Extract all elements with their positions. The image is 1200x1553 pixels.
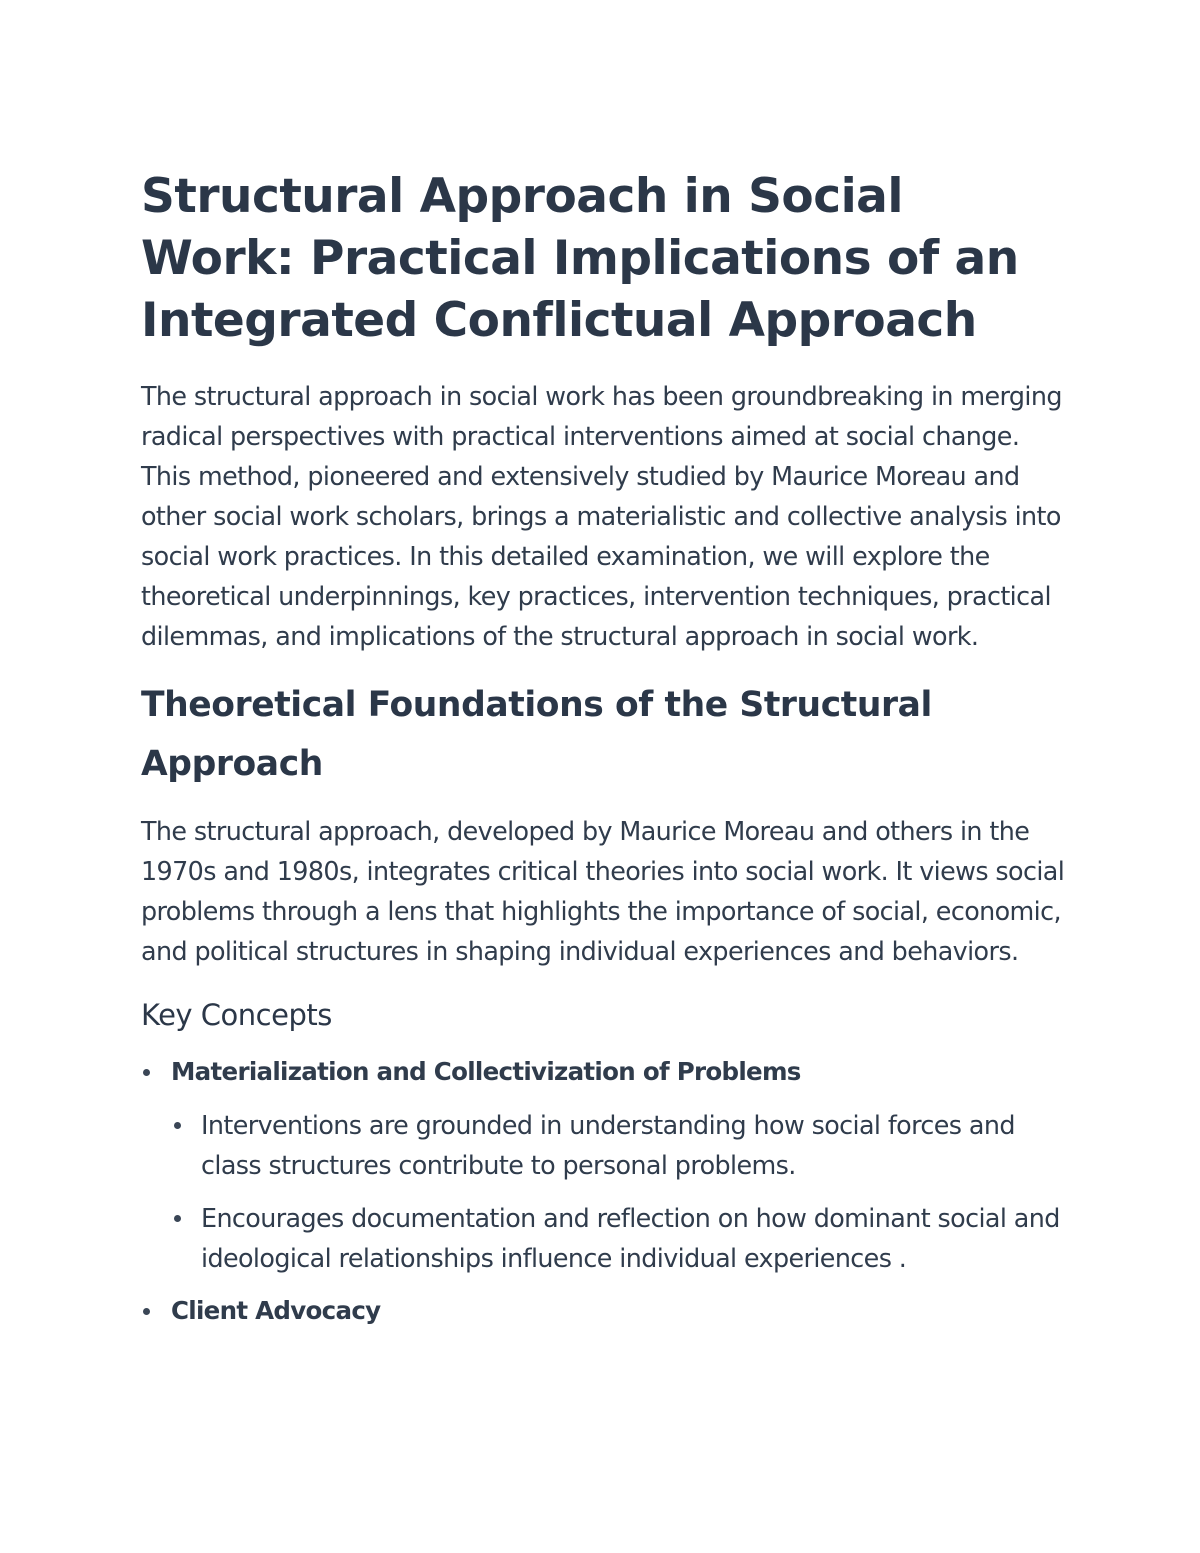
- subheading-key-concepts: Key Concepts: [141, 998, 332, 1032]
- list-item: [141, 1291, 1071, 1331]
- list-item: [141, 1052, 1071, 1278]
- sub-list-item: [171, 1105, 1071, 1185]
- document-title: Structural Approach in Social Work: Practical Implications of an Integrated Conflictual Approach: [141, 169, 1019, 348]
- list-item-label: Materialization and Collectivization of Problems: [171, 1057, 801, 1086]
- bullet-icon: [143, 1069, 150, 1076]
- bullet-icon: [143, 1308, 150, 1315]
- key-concepts-list: [141, 1052, 1071, 1331]
- sub-list-item-text: Encourages documentation and reflection on how dominant social and ideological relationships influence individual experiences .: [201, 1203, 1060, 1273]
- bullet-icon: [174, 1215, 181, 1222]
- intro-paragraph: The structural approach in social work has been groundbreaking in merging radical perspectives with practical interventions aimed at social change. This method, pioneered and extensively studied by Maurice Moreau and other social work scholars, brings a materialistic and collective analysis into social work practices. In this detailed examination, we will explore the theoretical underpinnings, key practices, intervention techniques, practical dilemmas, and implications of the structural approach in social work.: [141, 381, 1062, 651]
- section-paragraph: The structural approach, developed by Maurice Moreau and others in the 1970s and 1980s, integrates critical theories into social work. It views social problems through a lens that highlights the importance of social, economic, and political structures in shaping individual experiences and behaviors.: [141, 816, 1065, 966]
- document-page: [141, 166, 1071, 1344]
- section-heading-theoretical-foundations: Theoretical Foundations of the Structural Approach: [141, 685, 932, 784]
- sub-list-item-text: Interventions are grounded in understanding how social forces and class structures contribute to personal problems.: [201, 1110, 1015, 1180]
- sub-list-item: [171, 1198, 1071, 1278]
- bullet-icon: [174, 1122, 181, 1129]
- list-item-label: Client Advocacy: [171, 1296, 381, 1325]
- sub-list: [171, 1105, 1071, 1278]
